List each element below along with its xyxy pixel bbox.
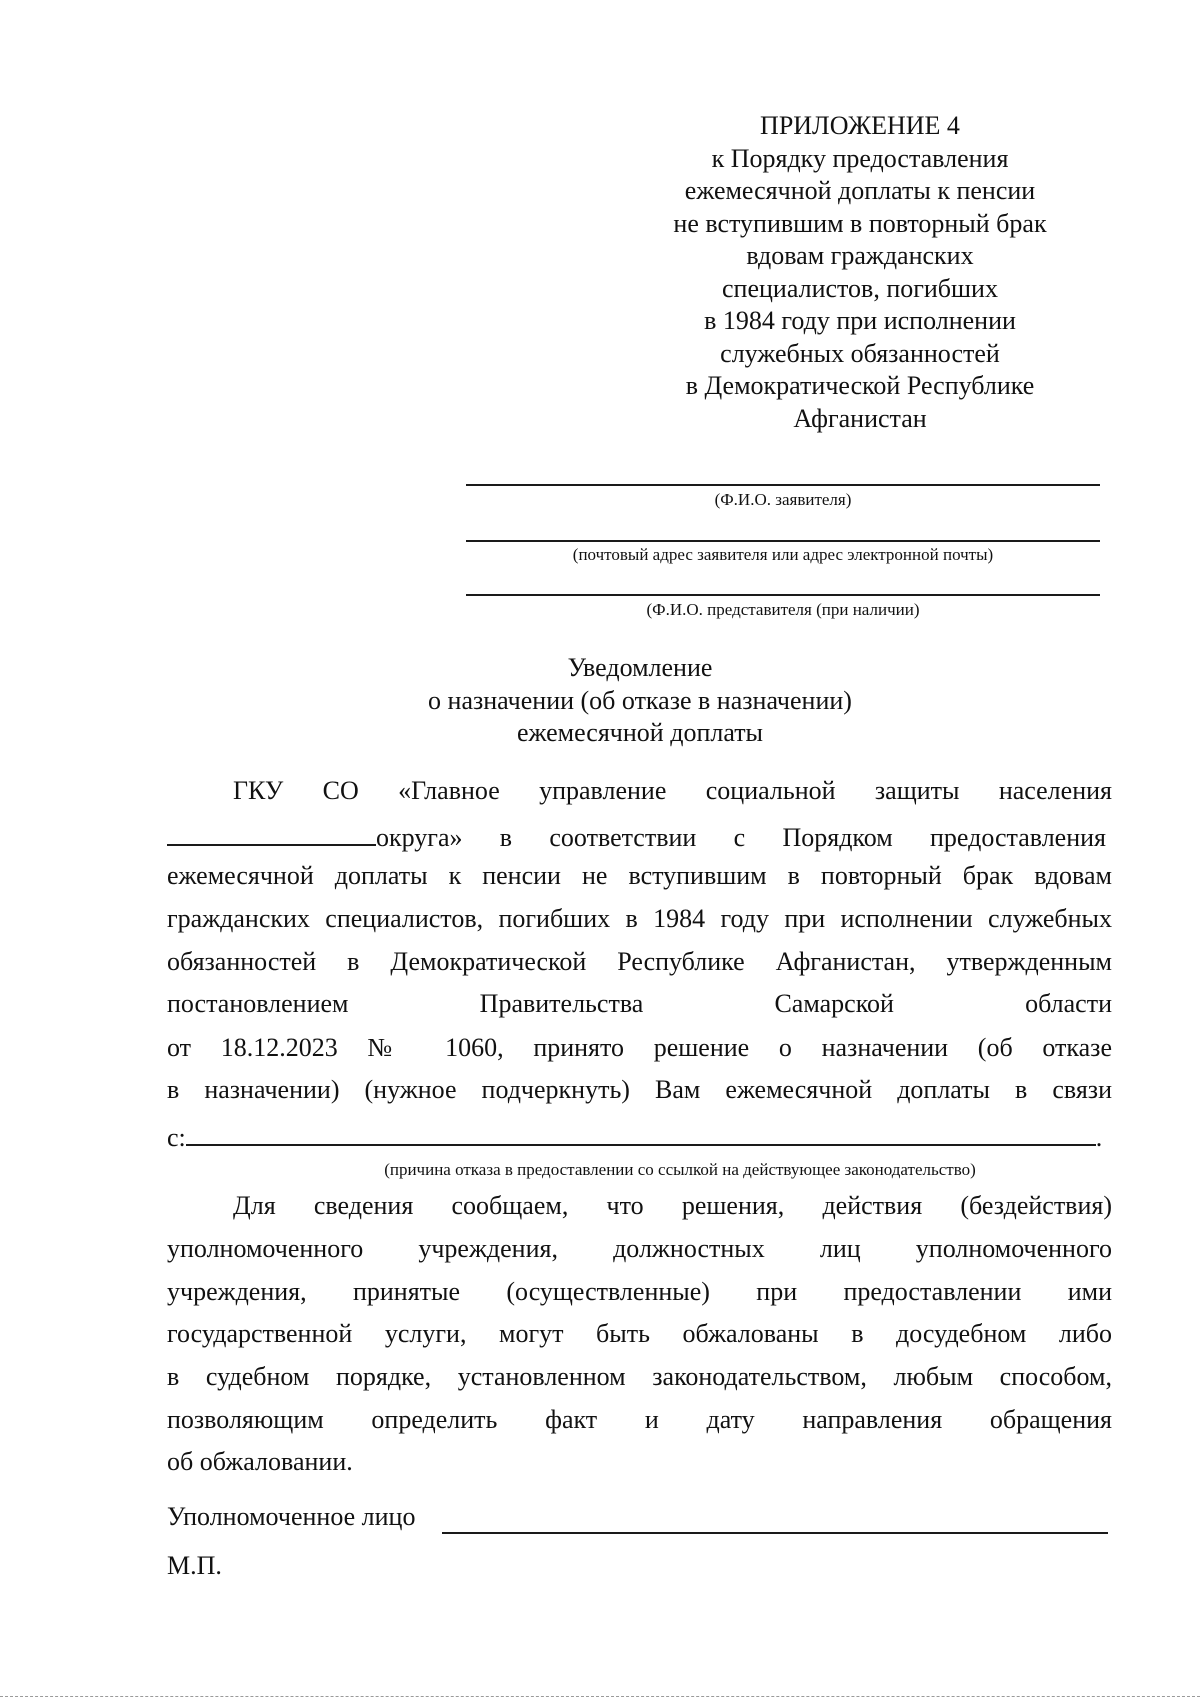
body-line-text: округа» в соответствии с Порядком предоставления xyxy=(376,823,1106,852)
appendix-line: в 1984 году при исполнении xyxy=(704,306,1016,335)
body-line: гражданских специалистов, погибших в 1984 году при исполнении служебных xyxy=(167,904,1112,933)
appendix-line: специалистов, погибших xyxy=(722,273,998,303)
body-line: в назначении) (нужное подчеркнуть) Вам ежемесячной доплаты в связи xyxy=(167,1075,1112,1104)
body-line: Для сведения сообщаем, что решения, действия (бездействия) xyxy=(233,1191,1112,1220)
reason-line xyxy=(167,1118,1112,1154)
appendix-line: вдовам гражданских xyxy=(746,241,974,270)
reason-caption: (причина отказа в предоставлении со ссылкой на действующее законодательство) xyxy=(384,1160,976,1179)
body-line: обязанностей в Демократической Республике Афганистан, утвержденным xyxy=(167,947,1112,976)
appendix-line: Афганистан xyxy=(793,403,927,433)
applicant-address-caption: (почтовый адрес заявителя или адрес электронной почты) xyxy=(572,545,994,564)
appendix-line: ежемесячной доплаты к пенсии xyxy=(684,176,1036,205)
appendix-line: к Порядку предоставления xyxy=(711,143,1009,173)
applicant-name-caption: (Ф.И.О. заявителя) xyxy=(714,490,852,509)
applicant-name-line xyxy=(466,484,1100,486)
notice-title-line: о назначении (об отказе в назначении) xyxy=(428,685,852,715)
applicant-address-line xyxy=(466,540,1100,542)
appendix-line: в Демократической Республике xyxy=(685,371,1035,400)
district-blank xyxy=(167,818,376,846)
body-line: государственной услуги, могут быть обжалованы в досудебном либо xyxy=(167,1319,1112,1348)
notice-title-line: ежемесячной доплаты xyxy=(516,718,764,747)
appendix-line: служебных обязанностей xyxy=(720,338,1000,368)
appendix-title: ПРИЛОЖЕНИЕ 4 xyxy=(760,111,960,140)
signature-line xyxy=(442,1532,1108,1534)
scan-edge-divider xyxy=(0,1696,1200,1697)
body-line: учреждения, принятые (осуществленные) при предоставлении ими xyxy=(167,1277,1112,1306)
appendix-line: не вступившим в повторный брак xyxy=(673,208,1047,238)
body-line: позволяющим определить факт и дату направления обращения xyxy=(167,1405,1112,1434)
reason-label: с: xyxy=(167,1123,186,1152)
body-line: от 18.12.2023 № 1060, принято решение о назначении (об отказе xyxy=(167,1033,1112,1062)
representative-name-line xyxy=(466,594,1100,596)
body-line-with-blank xyxy=(167,818,1112,854)
body-line: постановлением Правительства Самарской области xyxy=(167,989,1112,1018)
body-line: в судебном порядке, установленном законодательством, любым способом, xyxy=(167,1362,1112,1391)
body-line: ежемесячной доплаты к пенсии не вступившим в повторный брак вдовам xyxy=(167,861,1112,890)
body-line: ГКУ СО «Главное управление социальной защиты населения xyxy=(233,776,1112,805)
reason-end: . xyxy=(1095,1123,1103,1152)
appendix-header xyxy=(650,110,1070,435)
body-line: уполномоченного учреждения, должностных лиц уполномоченного xyxy=(167,1234,1112,1263)
reason-blank xyxy=(186,1118,1096,1146)
body-line: об обжаловании. xyxy=(167,1447,353,1476)
representative-caption: (Ф.И.О. представителя (при наличии) xyxy=(646,600,920,619)
notice-title-line: Уведомление xyxy=(567,653,713,682)
authorized-person-label: Уполномоченное лицо xyxy=(167,1502,416,1531)
stamp-place-label: М.П. xyxy=(167,1551,222,1580)
notice-title xyxy=(300,652,980,750)
